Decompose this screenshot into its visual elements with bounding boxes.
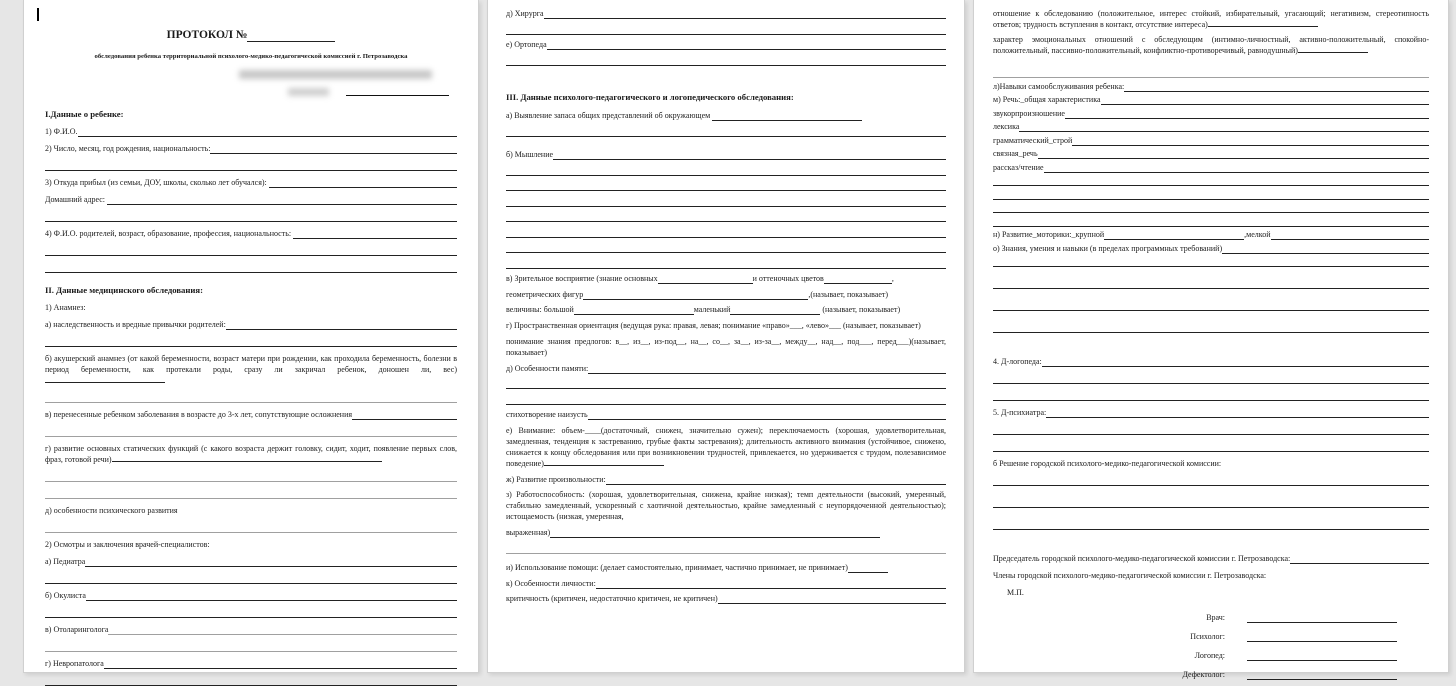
label-text: н) Развитие_моторики:_крупной: [993, 230, 1105, 239]
blank-field[interactable]: [85, 556, 457, 567]
blank-field[interactable]: [506, 394, 946, 405]
paragraph: [506, 320, 946, 331]
blank-field[interactable]: [45, 607, 457, 618]
blank-field[interactable]: [506, 543, 946, 554]
signature-row: [993, 612, 1429, 623]
form-line: [506, 289, 946, 300]
label-text: и оттеночных цветов: [752, 274, 824, 283]
form-line: [45, 319, 457, 330]
page-2: [487, 0, 965, 673]
blank-field[interactable]: [712, 110, 862, 121]
form-line: [993, 121, 1429, 132]
form-line: [993, 135, 1429, 146]
form-line: [506, 180, 946, 191]
form-line: [993, 424, 1429, 435]
label-text: 5. Д-психиатра:: [993, 408, 1047, 417]
spacer: [506, 70, 946, 92]
label-text: величины: большой: [506, 305, 574, 314]
form-line: [506, 8, 946, 19]
blank-field[interactable]: [993, 216, 1429, 227]
redacted-stamp: [45, 63, 457, 107]
blank-field[interactable]: [993, 278, 1429, 289]
label-text: обследования ребенка территориальной психолого-медико-педагогической комиссией г. Петрозаводска: [94, 53, 408, 60]
blank-field[interactable]: [993, 202, 1429, 213]
form-line: [506, 242, 946, 253]
label-text: связная_речь: [993, 149, 1038, 158]
signature-blank[interactable]: [1247, 631, 1397, 642]
label-text: л)Навыки самообслуживания ребенка:: [993, 81, 1125, 91]
blank-field[interactable]: [86, 590, 457, 601]
form-line: [993, 229, 1429, 240]
blank-field[interactable]: [108, 624, 457, 635]
form-line: [506, 409, 946, 420]
label-text: звукорпроизношение: [993, 108, 1065, 118]
paragraph: [993, 34, 1429, 56]
blank-field[interactable]: [1046, 407, 1429, 418]
label-text: ,(называет, показывает): [808, 289, 889, 299]
signature-row: [993, 631, 1429, 642]
blank-field[interactable]: [45, 245, 457, 256]
blank-field[interactable]: [1101, 94, 1429, 105]
form-line: [993, 553, 1429, 564]
blank-field[interactable]: [45, 262, 457, 273]
blank-field[interactable]: [1044, 162, 1429, 173]
blank-field[interactable]: [1298, 45, 1368, 53]
blank-field[interactable]: [506, 126, 946, 137]
blank-field[interactable]: [993, 373, 1429, 384]
signature-row: [993, 650, 1429, 661]
label-text: рассказ/чтение: [993, 162, 1044, 172]
blank-field[interactable]: [993, 497, 1429, 508]
paragraph-text: г) развитие основных статических функций (с какого возраста держит головку, сидит, ходит, появление первых слов, фраз, готовой речи): [45, 444, 457, 464]
label-text: 1) Анамнез:: [45, 303, 86, 312]
blank-field[interactable]: [506, 378, 946, 389]
blank-field[interactable]: [658, 273, 753, 284]
label-text: а) Выявление запаса общих представлений об окружающем: [506, 111, 713, 120]
form-line: [506, 196, 946, 207]
label-text: I.Данные о ребенке:: [45, 109, 124, 119]
blank-field[interactable]: [352, 409, 457, 420]
form-line: [506, 378, 946, 389]
label-text: II. Данные медицинского обследования:: [45, 285, 203, 295]
form-line: [993, 519, 1429, 530]
label-text: д) особенности психического развития: [45, 506, 178, 515]
blank-field[interactable]: [78, 126, 457, 137]
spacer: [993, 541, 1429, 553]
form-line: [45, 675, 457, 686]
text-cursor: [37, 8, 39, 21]
form-line: [506, 527, 946, 538]
label-text: выраженная): [506, 528, 551, 537]
form-line: [993, 570, 1429, 581]
blank-field[interactable]: [993, 475, 1429, 486]
label-text: о) Знания, умения и навыки (в пределах программных требований): [993, 243, 1223, 253]
form-line: [506, 273, 946, 284]
blank-field[interactable]: [506, 165, 946, 176]
redaction-smudge: [288, 88, 329, 96]
document-title: [45, 28, 457, 42]
label-text: а) наследственность и вредные привычки родителей:: [45, 320, 226, 329]
blank-field[interactable]: [45, 471, 457, 482]
form-line: [45, 607, 457, 618]
blank-field[interactable]: [45, 675, 457, 686]
label-text: в) перенесенные ребенком заболевания в возрасте до 3-х лет, сопутствующие осложнения: [45, 410, 353, 419]
blank-field[interactable]: [1208, 19, 1318, 27]
blank-field[interactable]: [730, 304, 820, 315]
form-line: [993, 407, 1429, 418]
blank-field[interactable]: [993, 424, 1429, 435]
blank-field[interactable]: [1222, 243, 1429, 254]
label-text: в) Отоларинголога: [45, 625, 109, 634]
page-content: [488, 0, 964, 672]
blank-field[interactable]: [993, 441, 1429, 452]
paragraph-text: з) Работоспособность: (хорошая, удовлетворительная, снижена, крайне низкая); темп деятельности (высокий, умеренный, стабильно замедленный, ускоренный с хаотичной деятельностью, крайне замедленный с неупорядоченной деятельностью); истощаемость (низкая, умеренная,: [506, 490, 946, 521]
label-text: 3) Откуда прибыл (из семьи, ДОУ, школы, сколько лет обучался):: [45, 178, 269, 187]
label-text: и) Использование помощи: (делает самостоятельно, принимает, частично принимает, не принимает): [506, 563, 848, 572]
form-line: [993, 256, 1429, 267]
label-text: 1) Ф.И.О.: [45, 127, 78, 136]
signature-label: Врач:: [1206, 613, 1225, 622]
blank-field[interactable]: [550, 527, 880, 538]
form-line: [45, 409, 457, 420]
form-line: [506, 578, 946, 589]
form-line: [45, 488, 457, 499]
label-text: ПРОТОКОЛ №: [166, 29, 248, 41]
redaction-smudge: [239, 70, 433, 79]
form-line: [506, 593, 946, 604]
label-text: грамматический_строй: [993, 135, 1073, 145]
paragraph: [45, 353, 457, 386]
form-line: [45, 556, 457, 567]
page-1: [23, 0, 479, 673]
label-text: 4. Д-логопеда:: [993, 357, 1042, 366]
form-line: [506, 258, 946, 269]
blank-field[interactable]: [45, 488, 457, 499]
label-text: М.П.: [1007, 588, 1024, 597]
blank-field[interactable]: [293, 228, 457, 239]
label-text: маленький: [693, 305, 731, 314]
form-line: [506, 211, 946, 222]
form-line: [993, 475, 1429, 486]
label-text: лексика: [993, 122, 1020, 131]
form-line: [993, 175, 1429, 186]
blank-field[interactable]: [1271, 229, 1429, 240]
label-text: к) Особенности личности:: [506, 578, 596, 588]
signature-blank[interactable]: [1247, 650, 1397, 661]
blank-field[interactable]: [45, 375, 165, 383]
blank-field[interactable]: [1042, 356, 1429, 367]
blank-field[interactable]: [544, 458, 664, 466]
blank-field[interactable]: [269, 177, 457, 188]
page-content: [24, 0, 478, 672]
form-line: [506, 394, 946, 405]
label-text: б Решение городской психолого-медико-педагогической комиссии:: [993, 459, 1222, 468]
form-line: [45, 194, 457, 205]
spacer: [993, 60, 1429, 67]
form-line: [993, 322, 1429, 333]
form-line: [506, 126, 946, 137]
page-content: [974, 0, 1448, 679]
form-line: [506, 24, 946, 35]
label-text: в) Зрительное восприятие (знание основных: [506, 274, 658, 283]
blank-field[interactable]: [1038, 148, 1429, 159]
form-line: [993, 278, 1429, 289]
form-line: [45, 590, 457, 601]
blank-field[interactable]: [210, 143, 457, 154]
label-text: ,мелкой: [1244, 230, 1271, 239]
label-text: ж) Развитие произвольности:: [506, 474, 606, 484]
label-text: геометрических фигур: [506, 289, 584, 299]
blank-field[interactable]: [506, 180, 946, 191]
label-text: критичность (критичен, недостаточно критичен, не критичен): [506, 594, 718, 603]
form-line: [993, 497, 1429, 508]
label-text: е) Ортопеда: [506, 40, 547, 49]
form-line: [506, 363, 946, 374]
form-line: [993, 202, 1429, 213]
form-line: [993, 373, 1429, 384]
blank-field[interactable]: [993, 256, 1429, 267]
form-line: [506, 110, 946, 121]
form-line: [993, 300, 1429, 311]
blank-field[interactable]: [1072, 135, 1429, 146]
blank-field[interactable]: [112, 454, 382, 462]
blank-field[interactable]: [104, 658, 457, 669]
form-line: [506, 543, 946, 554]
label-text: б) Мышление: [506, 150, 554, 159]
spacer: [506, 141, 946, 149]
form-line: [45, 228, 457, 239]
paragraph-text: б) акушерский анамнез (от какой беременности, возраст матери при рождении, как проходила беременность, болезни в период беременности, как протекали роды, сразу ли закричал ребенок, доношен ли, вес): [45, 354, 457, 374]
form-line: [993, 458, 1429, 469]
blank-field[interactable]: [993, 189, 1429, 200]
form-line: [45, 505, 457, 516]
form-line: [45, 177, 457, 188]
signature-label: Психолог:: [1190, 632, 1225, 641]
blank-field[interactable]: [346, 95, 449, 96]
blank-field[interactable]: [547, 39, 946, 50]
label-text: Домашний адрес:: [45, 195, 108, 204]
blank-field[interactable]: [588, 363, 946, 374]
label-text: д) Особенности памяти:: [506, 363, 589, 373]
signature-row: [993, 669, 1429, 680]
form-line: [506, 227, 946, 238]
spacer: [993, 604, 1429, 612]
blank-field[interactable]: [45, 641, 457, 652]
form-line: [45, 245, 457, 256]
blank-field[interactable]: [848, 562, 888, 573]
blank-field[interactable]: [107, 194, 457, 205]
label-text: б) Окулиста: [45, 591, 86, 600]
label-text: 2) Осмотры и заключения врачей-специалистов:: [45, 540, 210, 549]
form-line: [45, 392, 457, 403]
label-text: а) Педиатра: [45, 557, 86, 566]
blank-field[interactable]: [506, 258, 946, 269]
form-line: [45, 143, 457, 154]
blank-field[interactable]: [993, 67, 1429, 78]
signature-blank[interactable]: [1247, 669, 1397, 680]
blank-field[interactable]: [45, 211, 457, 222]
blank-field[interactable]: [993, 390, 1429, 401]
label-text: г) Невропатолога: [45, 659, 104, 668]
form-line: [993, 148, 1429, 159]
form-line: [45, 126, 457, 137]
form-line: [993, 587, 1429, 598]
blank-field[interactable]: [993, 519, 1429, 530]
blank-field[interactable]: [553, 149, 946, 160]
label-text: м) Речь:_общая характеристика: [993, 95, 1101, 104]
blank-field[interactable]: [226, 319, 457, 330]
blank-field[interactable]: [506, 211, 946, 222]
form-line: [506, 562, 946, 573]
form-line: [993, 356, 1429, 367]
form-line: [993, 162, 1429, 173]
form-line: [45, 262, 457, 273]
blank-field[interactable]: [574, 304, 694, 315]
form-line: [993, 81, 1429, 92]
section-3-heading: [506, 92, 946, 103]
paragraph-text: характер эмоциональных отношений с обследующим (интимно-личностный, активно-положительный, спокойно-положительный, пассивно-положительный, конфликтно-противоречивый, равнодушный): [993, 35, 1429, 55]
form-line: [506, 149, 946, 160]
label-text: д) Хирурга: [506, 9, 544, 18]
blank-field[interactable]: [506, 242, 946, 253]
blank-field[interactable]: [45, 160, 457, 171]
page-3: [973, 0, 1449, 679]
section-1-heading: [45, 109, 457, 120]
blank-field[interactable]: [45, 522, 457, 533]
form-line: [993, 390, 1429, 401]
blank-field[interactable]: [993, 322, 1429, 333]
spacer: [993, 344, 1429, 356]
blank-field[interactable]: [993, 300, 1429, 311]
blank-field[interactable]: [544, 8, 946, 19]
label-text: Председатель городской психолого-медико-педагогической комиссии г. Петрозаводска:: [993, 554, 1291, 563]
form-line: [45, 211, 457, 222]
form-line: [45, 426, 457, 437]
paragraph-text: г) Пространственная ориентация (ведущая рука: правая, левая; понимание «право»___, «лево»___ (называет, показывает): [506, 320, 921, 330]
form-line: [45, 624, 457, 635]
form-line: [45, 641, 457, 652]
form-line: [45, 336, 457, 347]
label-text: 2) Число, месяц, год рождения, национальность:: [45, 144, 211, 153]
form-line: [506, 474, 946, 485]
form-line: [45, 471, 457, 482]
blank-field[interactable]: [1290, 553, 1429, 564]
form-line: [506, 165, 946, 176]
form-line: [993, 243, 1429, 254]
label-text: (называет, показывает): [820, 305, 901, 314]
blank-field[interactable]: [1065, 108, 1429, 119]
form-line: [993, 189, 1429, 200]
form-line: [506, 39, 946, 50]
form-line: [993, 216, 1429, 227]
form-line: [506, 304, 946, 315]
signature-blank[interactable]: [1247, 612, 1397, 623]
label-text: III. Данные психолого-педагогического и логопедического обследования:: [506, 92, 794, 102]
signature-label: Дефектолог:: [1182, 670, 1225, 679]
blank-field[interactable]: [45, 426, 457, 437]
blank-field[interactable]: [45, 573, 457, 584]
blank-field[interactable]: [606, 474, 946, 485]
blank-field[interactable]: [1124, 81, 1429, 92]
label-text: стихотворение наизусть: [506, 410, 588, 419]
blank-field[interactable]: [1104, 229, 1244, 240]
form-line: [993, 108, 1429, 119]
document-subtitle: [45, 50, 457, 61]
form-line: [45, 658, 457, 669]
form-line: [45, 539, 457, 550]
blank-field[interactable]: [583, 289, 808, 300]
label-text: 4) Ф.И.О. родителей, возраст, образование, профессия, национальность:: [45, 229, 294, 238]
paragraph-text: е) Внимание: объем-____(достаточный, снижен, значительно сужен); переключаемость (хорошая, удовлетворительная, замедленная, тенденция к застреванию, грубые факты застревания); длительность активного внимания (устойчивое, снижено, снижается к концу обследования или при возникновении трудностей, привлекается, но удерживается с трудом, полезависимое поведение): [506, 425, 946, 468]
paragraph-text: отношение к обследованию (положительное, интерес стойкий, избирательный, угасающий; негативизм, стереотипность ответов; трудность вступления в контакт, отсутствие интереса): [993, 9, 1429, 29]
blank-field[interactable]: [506, 55, 946, 66]
section-2-heading: [45, 285, 457, 296]
paragraph: [506, 489, 946, 522]
blank-field[interactable]: [506, 196, 946, 207]
form-line: [993, 67, 1429, 78]
blank-field[interactable]: [588, 409, 946, 420]
blank-field[interactable]: [718, 593, 946, 604]
paragraph-text: понимание знания предлогов: в__, из__, из-под__, на__, со__, за__, из-за__, между__, над__, под___, перед___)(называет, показывает): [506, 336, 946, 357]
signature-label: Логопед:: [1194, 651, 1225, 660]
blank-field[interactable]: [45, 392, 457, 403]
blank-field[interactable]: [45, 336, 457, 347]
form-line: [45, 573, 457, 584]
form-line: [45, 160, 457, 171]
blank-field[interactable]: [506, 227, 946, 238]
paragraph: [506, 425, 946, 469]
paragraph: [45, 443, 457, 465]
form-line: [993, 94, 1429, 105]
blank-field[interactable]: [247, 29, 335, 42]
label-text: Члены городской психолого-медико-педагогической комиссии г. Петрозаводска:: [993, 571, 1267, 580]
label-text: ,: [891, 274, 894, 283]
form-line: [45, 302, 457, 313]
blank-field[interactable]: [506, 24, 946, 35]
blank-field[interactable]: [1019, 121, 1429, 132]
form-line: [506, 55, 946, 66]
blank-field[interactable]: [824, 273, 892, 284]
form-line: [45, 522, 457, 533]
blank-field[interactable]: [993, 175, 1429, 186]
form-line: [993, 441, 1429, 452]
paragraph: [506, 336, 946, 358]
blank-field[interactable]: [596, 578, 946, 589]
paragraph: [993, 8, 1429, 30]
